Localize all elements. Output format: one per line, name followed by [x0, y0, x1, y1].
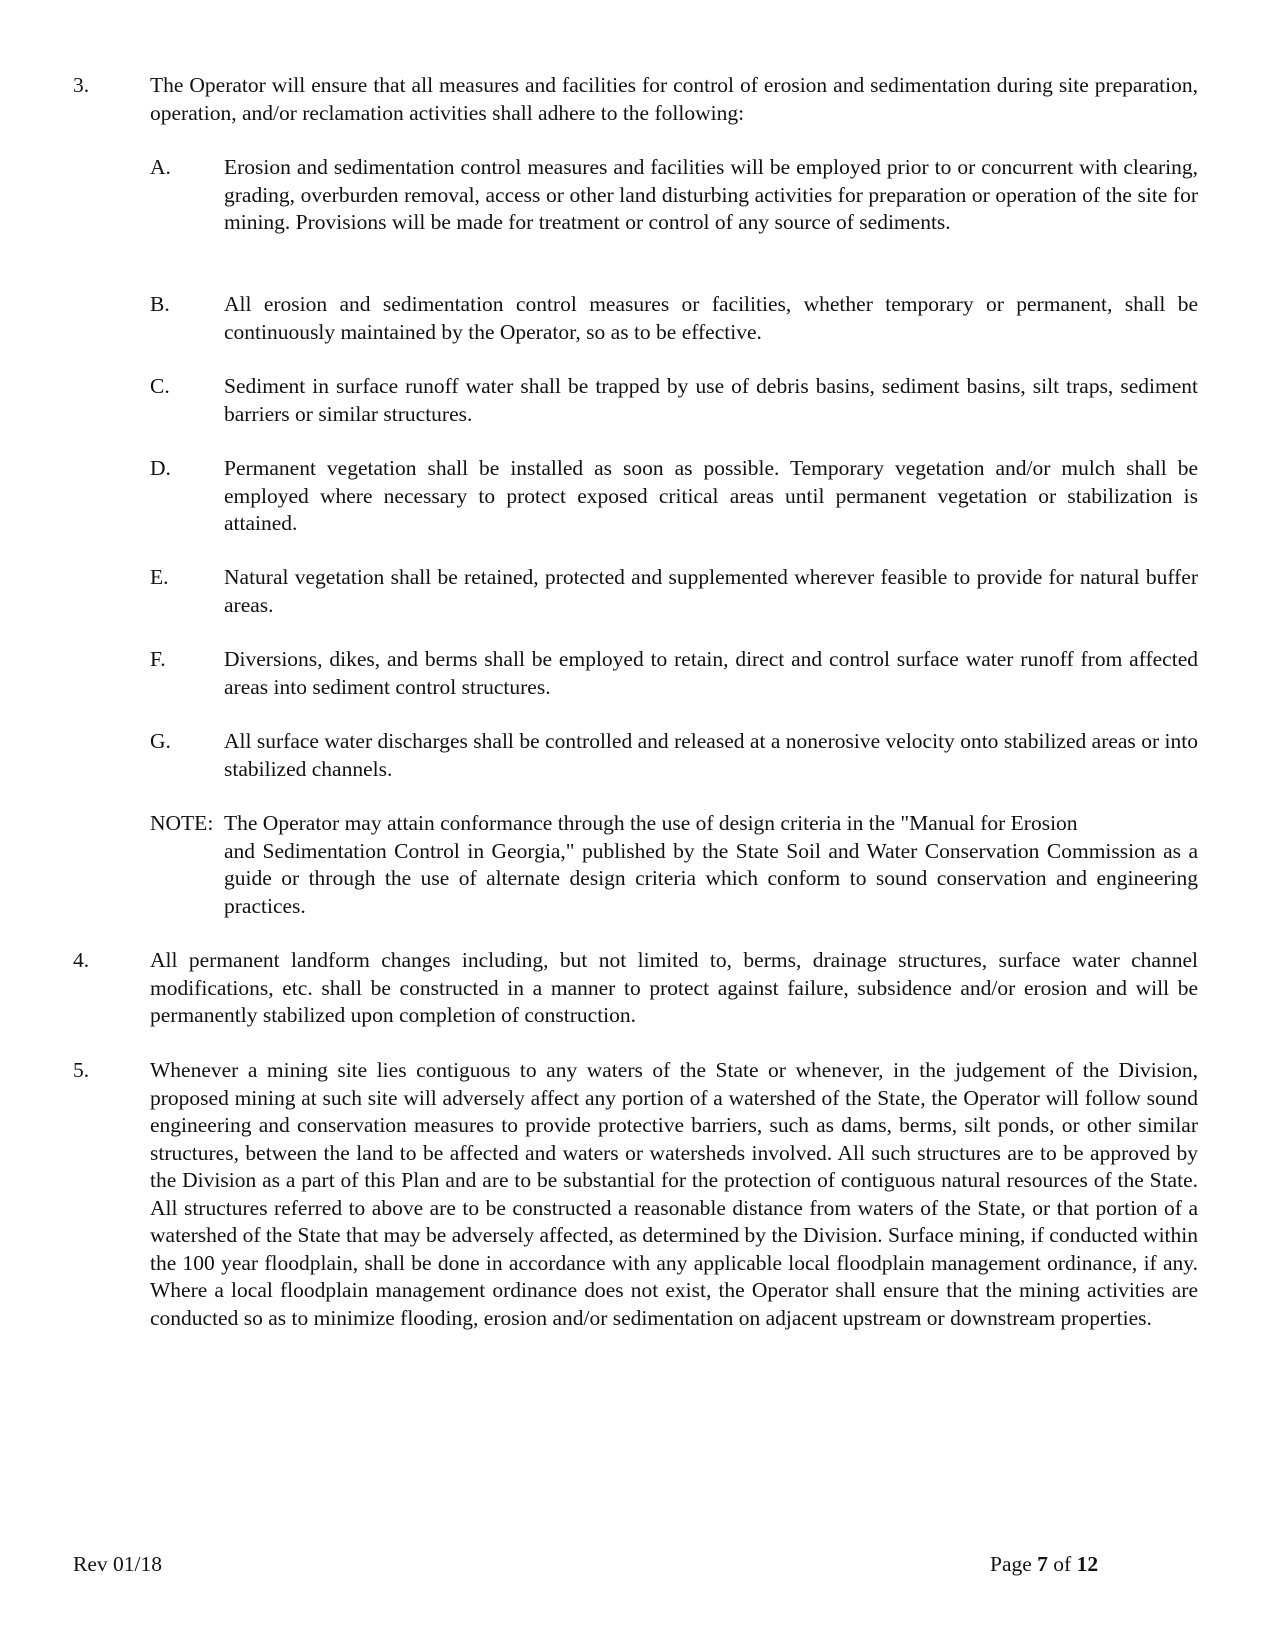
page-current: 7	[1037, 1552, 1048, 1576]
subitem-c	[150, 373, 1198, 428]
subitem-letter: G.	[150, 729, 171, 753]
subitem-letter: F.	[150, 647, 166, 671]
item-number: 5.	[73, 1058, 90, 1082]
item-number: 3.	[73, 73, 90, 97]
subitem-letter: C.	[150, 374, 170, 398]
note-label: NOTE:	[150, 811, 214, 835]
page-word: Page	[990, 1552, 1032, 1576]
item-number: 4.	[73, 948, 90, 972]
subitem-f	[150, 646, 1198, 701]
subitem-letter: E.	[150, 565, 169, 589]
subitem-letter: D.	[150, 456, 171, 480]
subitem-text: Erosion and sedimentation control measures and facilities will be employed prior to or concurrent with clearing, grading, overburden removal, access or other land disturbing activities for preparation or operation of the site for mining. Provisions will be made for treatment or control of any source of sediments.	[224, 155, 1198, 234]
subitem-text: Natural vegetation shall be retained, protected and supplemented wherever feasible to provide for natural buffer areas.	[224, 565, 1198, 617]
note-block	[150, 810, 1198, 920]
subitem-letter: B.	[150, 292, 170, 316]
subitem-g	[150, 728, 1198, 783]
note-text: and Sedimentation Control in Georgia," published by the State Soil and Water Conservation Commission as a guide or through the use of alternate design criteria which conform to sound conservation and engineering practices.	[224, 838, 1198, 918]
item-text: All permanent landform changes including, but not limited to, berms, drainage structures, surface water channel modifications, etc. shall be constructed in a manner to protect against failure, subsidence and/or erosion and will be permanently stabilized upon completion of construction.	[150, 948, 1198, 1027]
subitem-text: Sediment in surface runoff water shall be trapped by use of debris basins, sediment basins, silt traps, sediment barriers or similar structures.	[224, 374, 1198, 426]
subitem-text: Diversions, dikes, and berms shall be employed to retain, direct and control surface water runoff from affected areas into sediment control structures.	[224, 647, 1198, 699]
section-item-3	[73, 72, 1198, 127]
subitem-a	[150, 154, 1198, 237]
section-item-4	[73, 947, 1198, 1030]
revision-label: Rev 01/18	[73, 1552, 162, 1576]
of-word: of	[1053, 1552, 1072, 1576]
subitem-e	[150, 564, 1198, 619]
subitem-b	[150, 291, 1198, 346]
item-text: Whenever a mining site lies contiguous to any waters of the State or whenever, in the judgement of the Division, proposed mining at such site will adversely affect any portion of a watershed of the State, the Operator will follow sound engineering and conservation measures to provide protective barriers, such as dams, berms, silt ponds, or other similar structures, between the land to be affected and waters or watersheds involved. All such structures are to be approved by the Division as a part of this Plan and are to be substantial for the protection of contiguous natural resources of the State. All structures referred to above are to be constructed a reasonable distance from waters of the State, or that portion of a watershed of the State that may be adversely affected, as determined by the Division. Surface mining, if conducted within the 100 year floodplain, shall be done in accordance with any applicable local floodplain management ordinance, if any. Where a local floodplain management ordinance does not exist, the Operator shall ensure that the mining activities are conducted so as to minimize flooding, erosion and/or sedimentation on adjacent upstream or downstream properties.	[150, 1058, 1198, 1330]
note-first-line: The Operator may attain conformance through the use of design criteria in the "Manual for Erosion	[224, 811, 1078, 835]
subitem-text: Permanent vegetation shall be installed as soon as possible. Temporary vegetation and/or mulch shall be employed where necessary to protect exposed critical areas until permanent vegetation or stabilization is attained.	[224, 456, 1198, 535]
section-item-5	[73, 1057, 1198, 1332]
item-text: The Operator will ensure that all measures and facilities for control of erosion and sedimentation during site preparation, operation, and/or reclamation activities shall adhere to the following:	[150, 73, 1198, 125]
subitem-letter: A.	[150, 155, 171, 179]
page-total: 12	[1076, 1552, 1099, 1576]
subitem-text: All erosion and sedimentation control measures or facilities, whether temporary or permanent, shall be continuously maintained by the Operator, so as to be effective.	[224, 292, 1198, 344]
subitem-d	[150, 455, 1198, 538]
subitem-text: All surface water discharges shall be controlled and released at a nonerosive velocity onto stabilized areas or into stabilized channels.	[224, 729, 1198, 781]
page-number	[990, 1551, 1098, 1579]
